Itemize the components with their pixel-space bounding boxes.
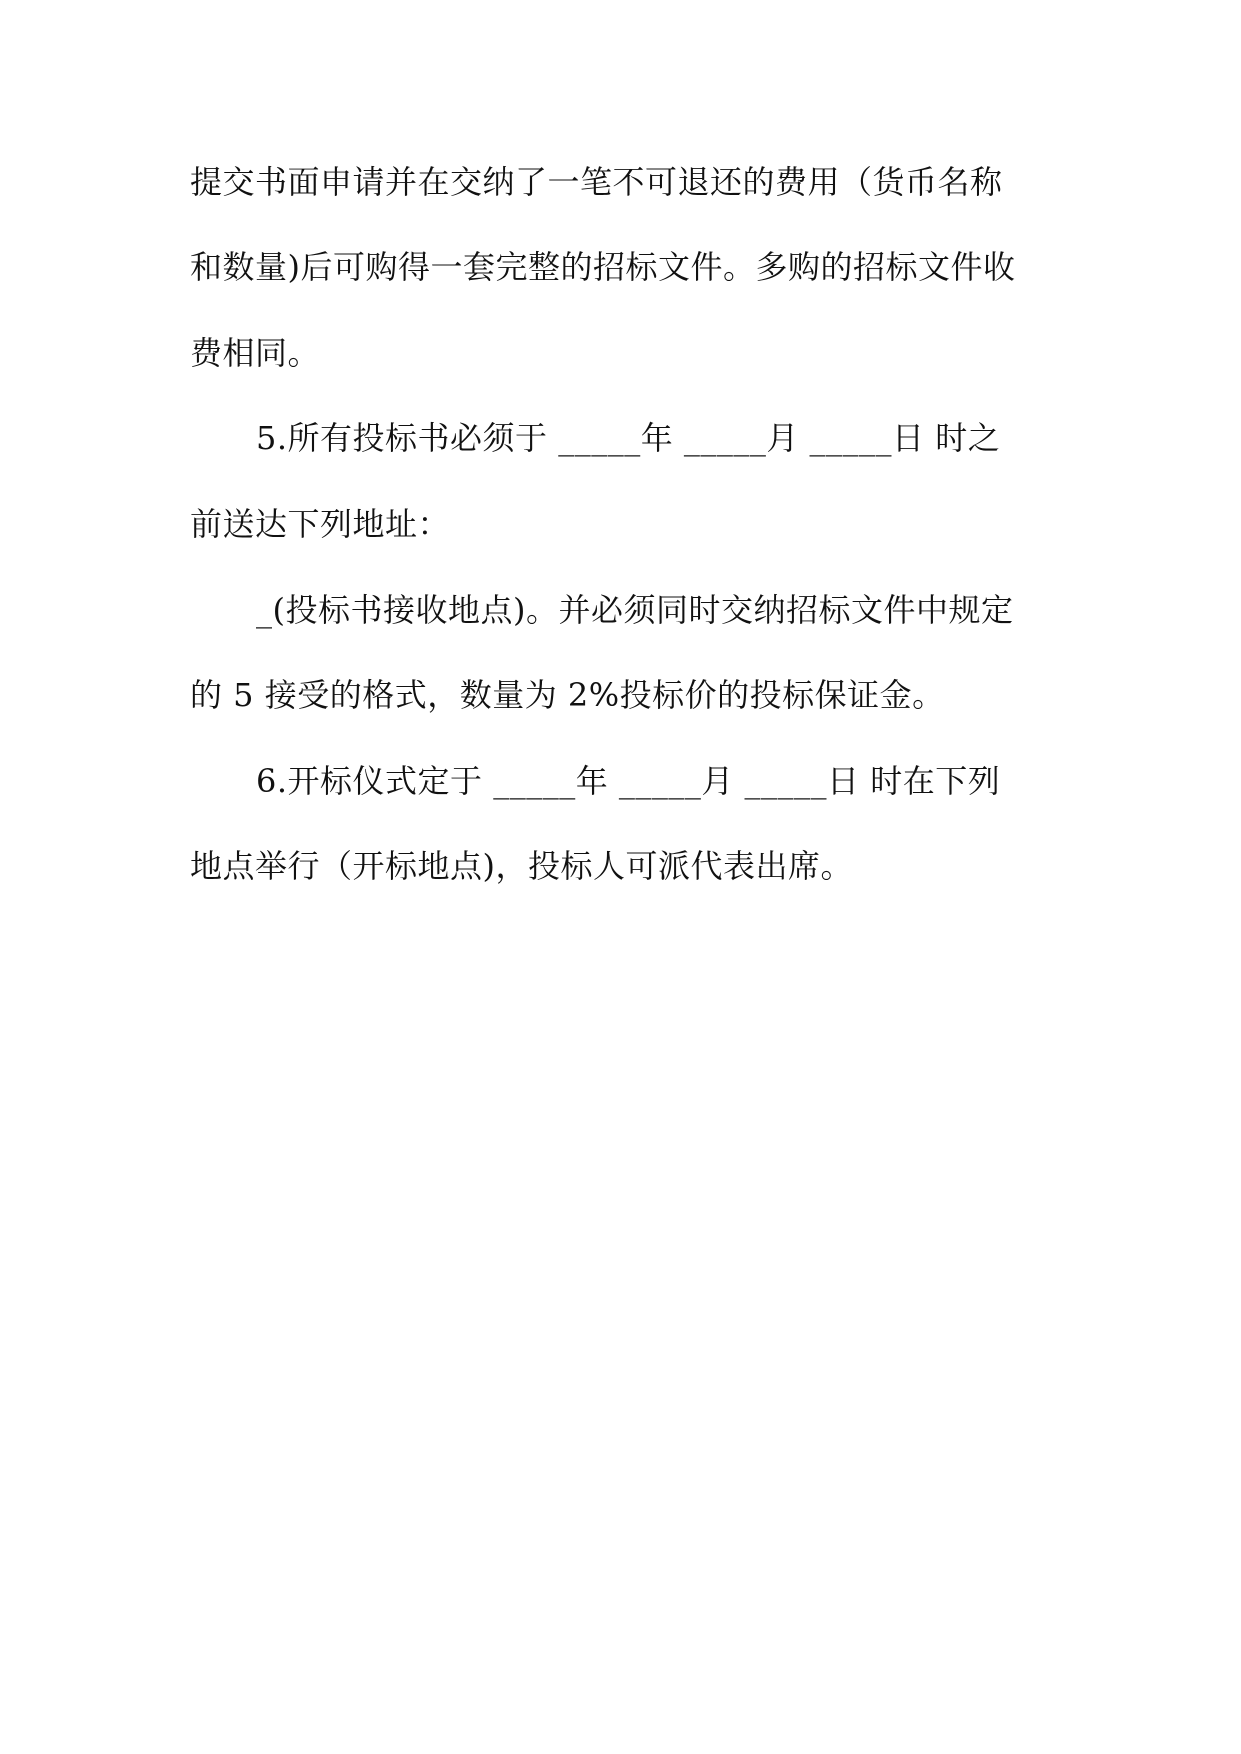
paragraph-line-2: 和数量)后可购得一套完整的招标文件。多购的招标文件收 — [190, 248, 1016, 286]
paragraph-line-7: 的 5 接受的格式，数量为 2%投标价的投标保证金。 — [190, 676, 945, 714]
paragraph-line-5: 前送达下列地址： — [190, 505, 451, 543]
paragraph-line-8: 6.开标仪式定于 _____年 _____月 _____日 时在下列 — [256, 762, 1001, 800]
paragraph-line-1: 提交书面申请并在交纳了一笔不可退还的费用（货币名称 — [190, 163, 1003, 201]
paragraph-line-4: 5.所有投标书必须于 _____年 _____月 _____日 时之 — [256, 419, 1001, 457]
paragraph-line-3: 费相同。 — [190, 334, 321, 372]
paragraph-line-6: _(投标书接收地点)。并必须同时交纳招标文件中规定 — [256, 591, 1014, 629]
paragraph-line-9: 地点举行（开标地点)，投标人可派代表出席。 — [190, 847, 853, 885]
